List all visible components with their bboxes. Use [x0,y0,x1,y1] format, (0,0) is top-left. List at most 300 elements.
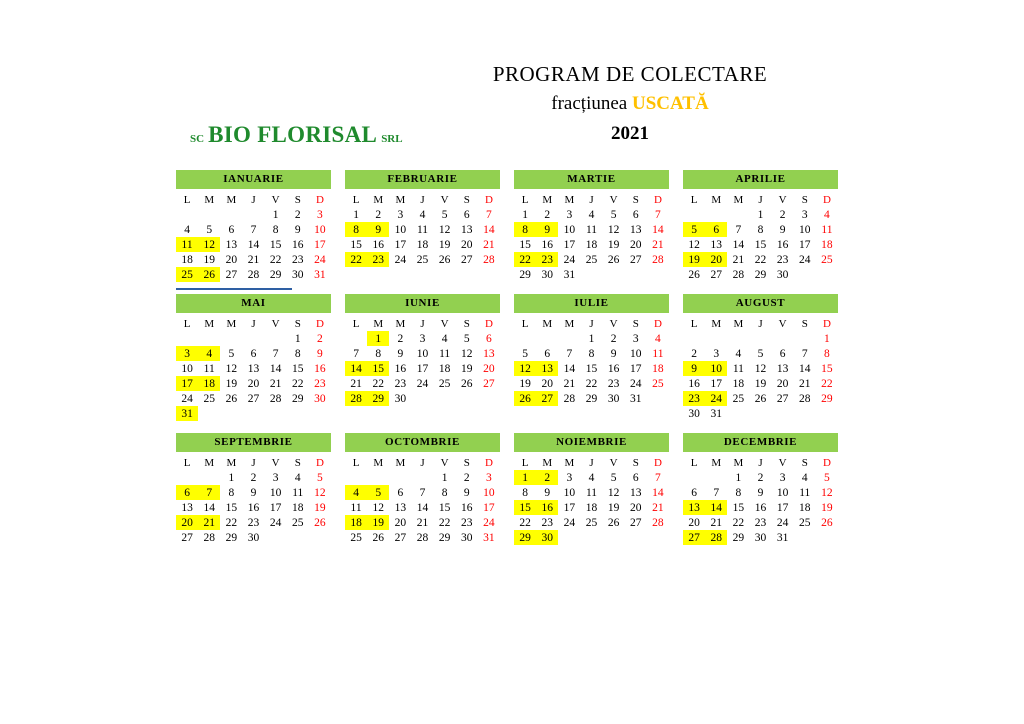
day-cell: 11 [652,347,664,360]
day-cell: 17 [314,238,326,251]
weekday-header: J [251,456,256,469]
day-cell: 23 [607,377,620,390]
day-cell: 22 [821,377,833,390]
day-cell-empty [647,267,669,282]
month-title: IANUARIE [176,170,331,189]
day-cell: 13 [630,486,642,499]
day-cell: 3 [419,332,426,345]
week-row [345,500,500,515]
day-cell: 25 [416,253,429,266]
weekday-header: L [183,317,191,330]
day-cell: 16 [247,501,260,514]
day-cell: 21 [269,377,282,390]
day-cell-collection: 15 [367,361,389,376]
day-cell: 18 [292,501,304,514]
day-cell: 17 [563,238,576,251]
day-cell: 11 [292,486,304,499]
day-cell: 29 [585,392,598,405]
day-cell: 6 [463,208,470,221]
day-cell: 27 [630,516,642,529]
weekday-header: V [778,317,787,330]
day-cell: 16 [541,238,553,251]
weekday-header: M [542,456,553,469]
day-cell-collection: 23 [683,391,705,406]
day-cell-collection: 31 [176,406,198,421]
day-cell: 23 [541,516,553,529]
day-cell-empty [794,406,816,421]
day-cell: 19 [519,377,531,390]
week-row [176,406,331,421]
day-cell: 10 [394,223,407,236]
day-cell-collection: 9 [367,222,389,237]
day-cell: 17 [483,501,495,514]
day-cell: 18 [585,501,598,514]
day-cell: 7 [801,347,808,360]
day-cell: 15 [350,238,362,251]
day-cell: 21 [652,238,664,251]
day-cell: 22 [438,516,451,529]
month-table [683,455,838,545]
month-block-aprilie [683,170,838,282]
month-table [514,192,669,282]
day-cell-empty [625,267,647,282]
day-cell-collection: 24 [705,391,727,406]
day-cell: 30 [394,392,407,405]
day-cell-empty [727,331,749,346]
day-cell-collection: 12 [198,237,220,252]
month-block-mai [176,294,331,421]
day-cell: 9 [397,347,404,360]
day-cell: 10 [563,486,576,499]
month-title: FEBRUARIE [345,170,500,189]
day-cell: 20 [776,377,789,390]
week-row [514,331,669,346]
day-cell: 2 [375,208,382,221]
weekday-header-row [345,192,500,207]
day-cell: 13 [181,501,193,514]
day-cell: 18 [652,362,664,375]
weekday-header: L [690,317,698,330]
week-row [345,361,500,376]
day-cell-empty [749,406,771,421]
week-row [345,470,500,485]
day-cell: 1 [272,208,279,221]
weekday-header: S [632,456,639,469]
day-cell: 20 [630,238,642,251]
day-cell: 11 [416,223,429,236]
day-cell: 30 [461,531,473,544]
day-cell: 16 [607,362,620,375]
day-cell: 22 [225,516,238,529]
month-table [345,192,500,267]
week-row [345,346,500,361]
day-cell: 18 [585,238,598,251]
weekday-header-row [176,455,331,470]
day-cell-collection: 7 [198,485,220,500]
week-row [176,222,331,237]
month-title: IULIE [514,294,669,313]
day-cell-empty [389,470,411,485]
day-cell: 16 [292,238,304,251]
week-row [176,485,331,500]
day-cell-collection: 29 [367,391,389,406]
weekday-header: V [271,193,280,206]
day-cell: 15 [754,238,767,251]
day-cell: 27 [483,377,495,390]
day-cell: 30 [314,392,326,405]
day-cell: 6 [632,208,639,221]
week-row [683,391,838,406]
day-cell: 15 [292,362,304,375]
day-cell-collection: 26 [198,267,220,282]
day-cell: 26 [461,377,473,390]
day-cell-collection: 11 [176,237,198,252]
day-cell: 26 [225,392,238,405]
week-row [345,376,500,391]
weekday-header: V [778,193,787,206]
day-cell-empty [683,470,705,485]
day-cell: 11 [732,362,744,375]
day-cell: 22 [372,377,384,390]
week-row [683,237,838,252]
weekday-header-row [683,455,838,470]
weekday-header: M [395,456,406,469]
calendar-row [176,433,856,545]
day-cell: 24 [563,253,576,266]
weekday-header: L [352,193,360,206]
day-cell: 5 [441,208,448,221]
weekday-header: M [395,193,406,206]
day-cell-empty [367,470,389,485]
day-cell: 1 [294,332,301,345]
day-cell: 15 [732,501,745,514]
weekday-header: M [711,317,722,330]
day-cell-collection: 14 [345,361,367,376]
day-cell: 6 [228,223,235,236]
month-block-august [683,294,838,421]
day-cell: 27 [394,531,407,544]
day-cell: 30 [541,268,553,281]
day-cell: 9 [250,486,257,499]
weekday-header: V [440,193,449,206]
day-cell: 12 [438,223,451,236]
day-cell: 15 [585,362,598,375]
day-cell-empty [220,207,242,222]
weekday-header: S [463,317,470,330]
day-cell-collection: 27 [683,530,705,545]
weekday-header: J [589,317,594,330]
day-cell: 19 [821,501,833,514]
day-cell: 2 [250,471,257,484]
day-cell-empty [456,391,478,406]
month-table [176,455,331,545]
weekday-header: D [653,193,662,206]
day-cell: 17 [630,362,642,375]
month-block-martie [514,170,669,282]
day-cell: 14 [799,362,811,375]
month-title: DECEMBRIE [683,433,838,452]
day-cell-collection: 14 [705,500,727,515]
day-cell: 10 [776,486,789,499]
month-title: NOIEMBRIE [514,433,669,452]
week-row [514,237,669,252]
day-cell: 18 [416,238,429,251]
day-cell-empty [727,406,749,421]
day-cell-empty [309,406,331,421]
day-cell: 23 [754,516,767,529]
day-cell: 2 [779,208,786,221]
weekday-header: J [420,456,425,469]
weekday-header-row [683,192,838,207]
day-cell: 3 [272,471,279,484]
weekday-header: S [294,317,301,330]
day-cell: 16 [461,501,473,514]
month-table [176,192,331,282]
day-cell: 17 [710,377,722,390]
day-cell: 8 [757,223,764,236]
day-cell: 14 [732,238,745,251]
day-cell: 9 [757,486,764,499]
day-cell-collection: 15 [514,500,536,515]
week-row [683,406,838,421]
day-cell-empty [647,530,669,545]
day-cell: 2 [397,332,404,345]
day-cell: 11 [585,223,598,236]
weekday-header: J [758,456,763,469]
day-cell: 20 [247,377,260,390]
day-cell: 18 [438,362,451,375]
day-cell-empty [242,331,264,346]
week-row [176,391,331,406]
day-cell: 3 [397,208,404,221]
day-cell: 6 [632,471,639,484]
week-row [683,267,838,282]
month-block-decembrie [683,433,838,545]
day-cell: 14 [269,362,282,375]
day-cell-empty [794,267,816,282]
day-cell: 5 [824,471,830,484]
week-row [683,252,838,267]
day-cell-empty [558,530,580,545]
day-cell-collection: 21 [198,515,220,530]
month-table [514,316,669,406]
day-cell: 27 [225,268,238,281]
day-cell-collection: 27 [536,391,558,406]
day-cell: 4 [588,208,595,221]
day-cell-empty [411,470,433,485]
calendar-row [176,294,856,421]
day-cell-empty [816,267,838,282]
week-row [176,252,331,267]
week-row [345,207,500,222]
weekday-header: J [420,317,425,330]
day-cell: 31 [630,392,642,405]
day-cell: 4 [824,208,830,221]
day-cell: 4 [588,471,595,484]
week-row [176,207,331,222]
day-cell: 5 [206,223,213,236]
day-cell: 22 [754,253,767,266]
day-cell: 28 [652,516,664,529]
day-cell: 14 [652,223,664,236]
day-cell: 7 [713,486,720,499]
day-cell-collection: 5 [367,485,389,500]
day-cell: 10 [563,223,576,236]
day-cell: 13 [630,223,642,236]
weekday-header: M [226,456,237,469]
weekday-header: V [609,456,618,469]
day-cell: 2 [610,332,617,345]
company-prefix: SC [190,133,205,145]
weekday-header: D [653,456,662,469]
weekday-header: L [690,193,698,206]
day-cell: 20 [394,516,407,529]
day-cell: 7 [735,223,742,236]
day-cell: 15 [519,238,531,251]
day-cell: 1 [228,471,235,484]
day-cell: 25 [821,253,833,266]
day-cell-empty [287,406,309,421]
day-cell: 20 [461,238,473,251]
day-cell: 8 [588,347,595,360]
day-cell: 24 [630,377,642,390]
day-cell: 19 [754,377,767,390]
day-cell: 30 [292,268,304,281]
day-cell-collection: 1 [367,331,389,346]
week-row [683,346,838,361]
divider-line [176,288,292,290]
weekday-header: M [542,193,553,206]
weekday-header: S [801,317,808,330]
weekday-header-row [345,316,500,331]
day-cell: 15 [225,501,238,514]
day-cell-collection: 12 [514,361,536,376]
day-cell: 12 [688,238,700,251]
day-cell: 5 [463,332,470,345]
day-cell-collection: 8 [514,222,536,237]
day-cell-collection: 4 [198,346,220,361]
day-cell-collection: 26 [514,391,536,406]
weekday-header-row [176,316,331,331]
day-cell: 5 [228,347,235,360]
day-cell-empty [603,530,625,545]
day-cell: 23 [394,377,407,390]
weekday-header: M [226,317,237,330]
month-block-ianuarie [176,170,331,282]
day-cell-empty [705,470,727,485]
weekday-header: L [183,456,191,469]
day-cell: 13 [776,362,789,375]
week-row [683,515,838,530]
calendar-grid [176,170,856,557]
day-cell: 17 [394,238,407,251]
day-cell-empty [816,530,838,545]
week-row [514,361,669,376]
day-cell-collection: 22 [514,252,536,267]
day-cell-empty [434,391,456,406]
day-cell: 1 [588,332,595,345]
weekday-header: V [778,456,787,469]
day-cell: 20 [630,501,642,514]
day-cell: 8 [375,347,382,360]
day-cell: 1 [824,332,830,345]
day-cell: 10 [269,486,282,499]
month-title: MAI [176,294,331,313]
day-cell-empty [794,331,816,346]
weekday-header: M [711,193,722,206]
day-cell-empty [705,207,727,222]
day-cell: 24 [563,516,576,529]
day-cell: 15 [821,362,833,375]
day-cell: 25 [652,377,664,390]
day-cell-empty [558,331,580,346]
weekday-header: L [352,456,360,469]
day-cell-collection: 6 [705,222,727,237]
day-cell-collection: 25 [176,267,198,282]
day-cell: 16 [394,362,407,375]
weekday-header: M [542,317,553,330]
day-cell: 29 [821,392,833,405]
day-cell: 18 [821,238,833,251]
day-cell: 23 [247,516,260,529]
day-cell: 24 [269,516,282,529]
day-cell: 7 [272,347,279,360]
weekday-header: S [463,193,470,206]
weekday-header: L [352,317,360,330]
day-cell: 9 [317,347,323,360]
day-cell: 8 [735,486,742,499]
day-cell-empty [242,406,264,421]
weekday-header-row [683,316,838,331]
day-cell-empty [345,470,367,485]
day-cell: 2 [463,471,470,484]
day-cell: 30 [247,531,260,544]
week-row [683,530,838,545]
week-row [345,252,500,267]
day-cell: 26 [607,516,620,529]
day-cell: 27 [710,268,722,281]
day-cell-collection: 20 [705,252,727,267]
weekday-header: M [204,317,215,330]
day-cell-collection: 17 [176,376,198,391]
weekday-header: M [204,456,215,469]
week-row [176,346,331,361]
month-table [514,455,669,545]
month-title: OCTOMBRIE [345,433,500,452]
weekday-header-row [345,455,500,470]
day-cell: 24 [181,392,193,405]
week-row [683,331,838,346]
day-cell: 23 [776,253,789,266]
day-cell: 8 [441,486,448,499]
week-row [683,376,838,391]
day-cell-collection: 18 [198,376,220,391]
day-cell-empty [514,331,536,346]
day-cell: 28 [732,268,745,281]
day-cell: 3 [713,347,720,360]
day-cell: 9 [463,486,470,499]
weekday-header: D [484,317,493,330]
day-cell-empty [287,530,309,545]
day-cell: 9 [779,223,786,236]
day-cell-empty [265,331,287,346]
weekday-header: J [589,456,594,469]
day-cell: 25 [799,516,811,529]
month-title: SEPTEMBRIE [176,433,331,452]
day-cell-empty [683,331,705,346]
calendar-row [176,170,856,282]
day-cell: 9 [294,223,301,236]
